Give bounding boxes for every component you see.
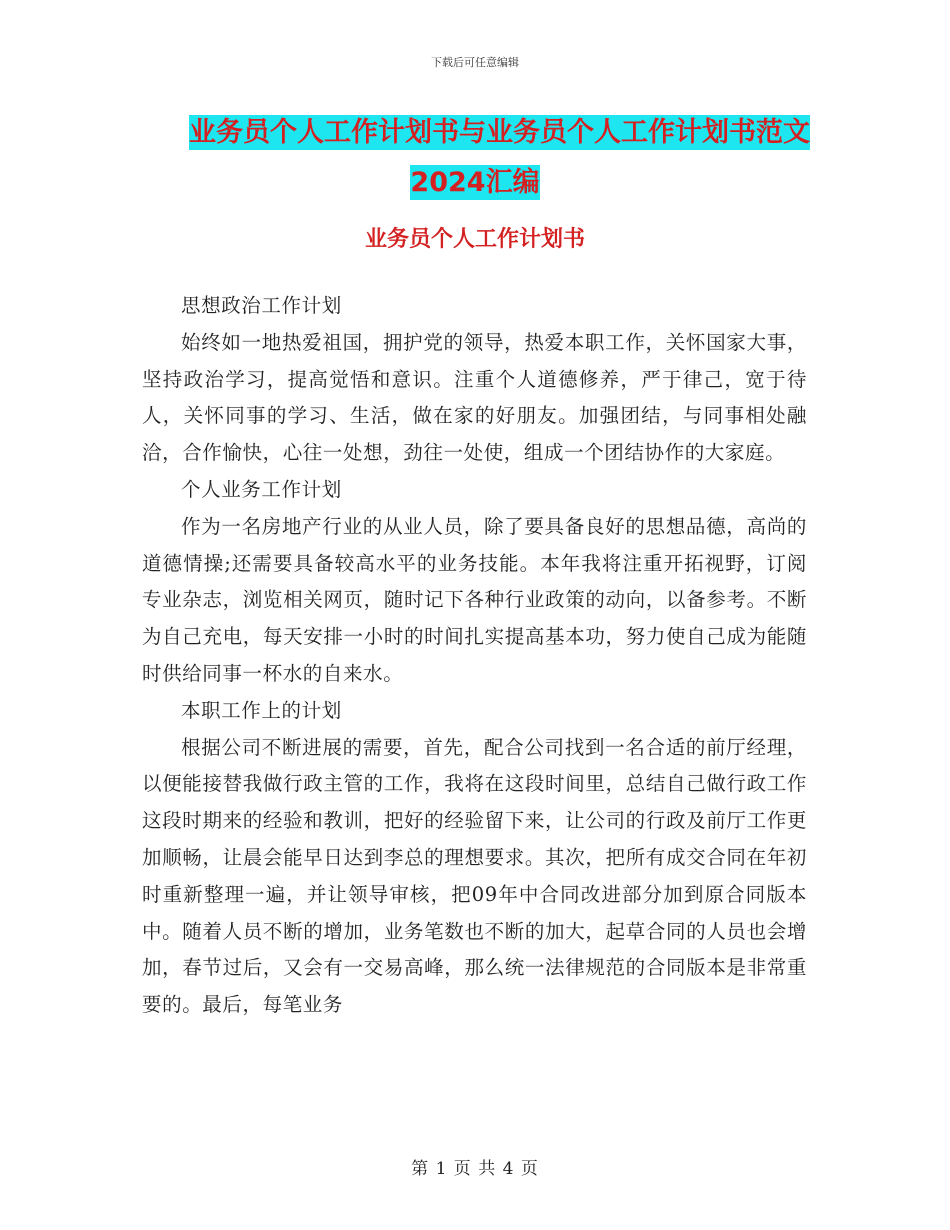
paragraph-business: 作为一名房地产行业的从业人员，除了要具备良好的思想品德，高尚的道德情操;还需要具备较高水平的业务技能。本年我将注重开拓视野，订阅专业杂志，浏览相关网页，随时记下各种行业政策的动向，以备参考。不断为自己充电，每天安排一小时的时间扎实提高基本功，努力使自己成为能随时供给同事一杯水的自来水。 [142, 514, 807, 685]
paragraph-heading-duty: 本职工作上的计划 [181, 698, 342, 722]
paragraph-heading-business: 个人业务工作计划 [181, 477, 342, 501]
page-number: 第 1 页 共 4 页 [411, 1159, 539, 1179]
document-title [140, 108, 810, 208]
paragraph-heading-political: 思想政治工作计划 [181, 294, 342, 317]
document-title-line-2 [140, 158, 810, 208]
paragraph-duty: 根据公司不断进展的需要，首先，配合公司找到一名合适的前厅经理，以便能接替我做行政主管的工作，我将在这段时间里，总结自己做行政工作这段时期来的经验和教训，把好的经验留下来，让公司的行政及前厅工作更加顺畅，让晨会能早日达到李总的理想要求。其次，把所有成交合同在年初时重新整理一遍，并让领导审核，把09年中合同改进部分加到原合同版本中。随着人员不断的增加，业务笔数也不断的加大，起草合同的人员也会增加，春节过后，又会有一交易高峰，那么统一法律规范的合同版本是非常重要的。最后，每笔业务 [142, 735, 807, 1017]
header-note: 下载后可任意编辑 [431, 56, 519, 69]
document-body [142, 288, 807, 1024]
section-title: 业务员个人工作计划书 [364, 227, 585, 252]
document-title-line-1 [140, 108, 810, 158]
title-highlight-1: 业务员个人工作计划书与业务员个人工作计划书范文 [189, 117, 810, 148]
title-highlight-2: 2024汇编 [410, 167, 540, 198]
paragraph-political: 始终如一地热爱祖国，拥护党的领导，热爱本职工作，关怀国家大事，坚持政治学习，提高觉悟和意识。注重个人道德修养，严于律己，宽于待人，关怀同事的学习、生活，做在家的好朋友。加强团结，与同事相处融洽，合作愉快，心往一处想，劲往一处使，组成一个团结协作的大家庭。 [142, 330, 807, 465]
